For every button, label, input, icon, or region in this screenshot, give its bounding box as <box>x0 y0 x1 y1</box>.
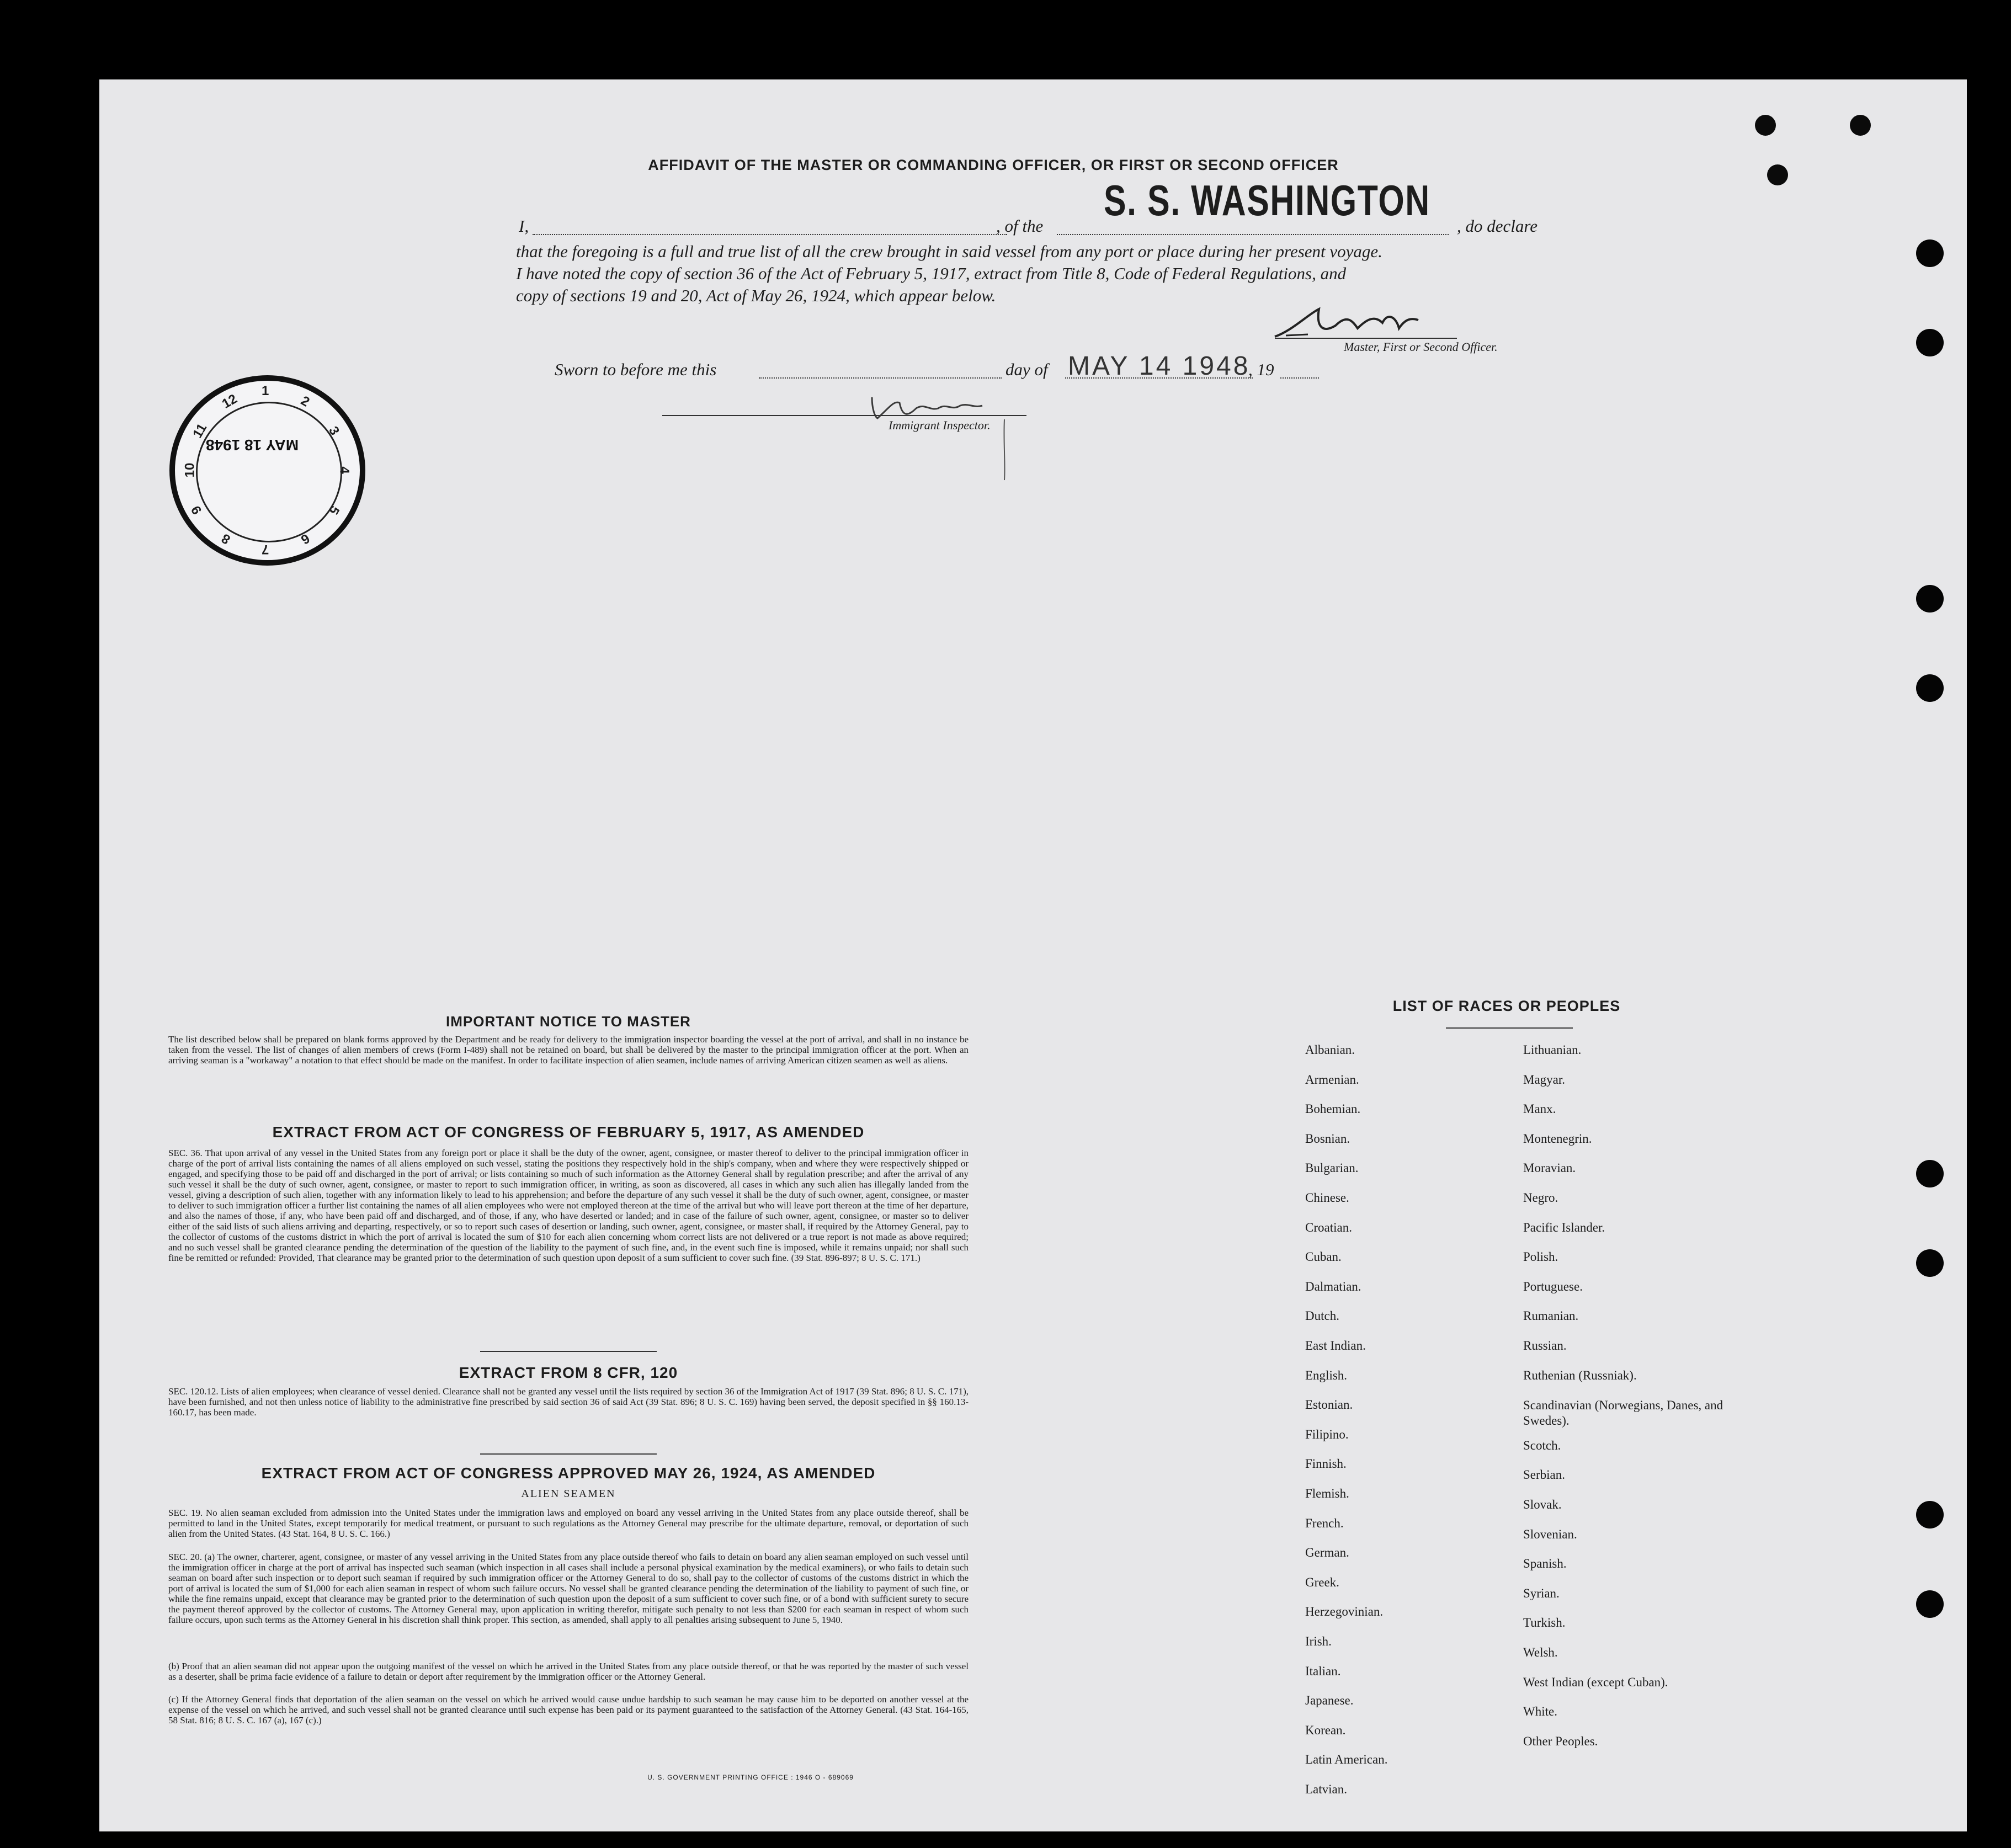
race-item: Dutch. <box>1305 1309 1339 1323</box>
inspector-caption: Immigrant Inspector. <box>889 418 991 432</box>
race-item: Russian. <box>1523 1339 1567 1352</box>
extract3-title: EXTRACT FROM ACT OF CONGRESS APPROVED MAY 26, 1924, AS AMENDED <box>261 1464 876 1482</box>
race-item: Slovak. <box>1523 1498 1562 1511</box>
inspector-signature-line <box>662 415 1026 416</box>
race-item: Lithuanian. <box>1523 1043 1582 1057</box>
divider-rule <box>480 1351 657 1352</box>
race-item: Herzegovinian. <box>1305 1605 1384 1619</box>
stamp-number: 7 <box>262 542 269 557</box>
stamp-number: 2 <box>297 393 312 410</box>
race-item: Estonian. <box>1305 1398 1353 1412</box>
stamp-number: 3 <box>325 423 342 438</box>
affidavit-line2: that the foregoing is a full and true list of all the crew brought in said vessel from any port or place during her present voyage. <box>516 242 1382 261</box>
stamp-number: 6 <box>297 530 312 547</box>
race-item: Serbian. <box>1523 1468 1566 1482</box>
extract1-title: EXTRACT FROM ACT OF CONGRESS OF FEBRUARY 5, 1917, AS AMENDED <box>272 1123 865 1141</box>
race-item: Japanese. <box>1305 1693 1354 1708</box>
name-blank-line <box>533 234 1007 235</box>
race-item: Latin American. <box>1305 1753 1388 1767</box>
race-item: Turkish. <box>1523 1616 1566 1630</box>
race-item: White. <box>1523 1705 1557 1719</box>
extract2-title: EXTRACT FROM 8 CFR, 120 <box>459 1364 678 1381</box>
race-item: West Indian (except Cuban). <box>1523 1675 1668 1689</box>
races-title-rule <box>1446 1027 1573 1029</box>
punch-hole <box>1916 1501 1944 1529</box>
extract3-sec20c: (c) If the Attorney General finds that deportation of the alien seaman on the vessel on which he arrived would cause undue hardship to such seaman he may cause him to be deported on another vessel at the expense of the vessel on which he arrived, and such vessel shall not be granted clearance until such expense has been paid or its payment guaranteed to the satisfaction of the Attorney General. (43 Stat. 164-165, 58 Stat. 816; 8 U. S. C. 167 (a), 167 (c).) <box>168 1694 969 1725</box>
race-item: Croatian. <box>1305 1220 1352 1234</box>
affidavit-of-the: , of the <box>996 216 1044 236</box>
race-item: Bohemian. <box>1305 1102 1361 1116</box>
immigration-stamp <box>169 375 365 566</box>
race-item: Negro. <box>1523 1191 1558 1205</box>
punch-hole <box>1916 674 1944 702</box>
punch-hole <box>1916 1160 1944 1187</box>
race-item: Other Peoples. <box>1523 1734 1598 1748</box>
race-item: Spanish. <box>1523 1557 1567 1571</box>
year-prefix-text: , 19 <box>1248 360 1274 379</box>
vessel-blank-line <box>1057 234 1449 235</box>
stamp-number: 5 <box>325 503 342 517</box>
year-line <box>1280 377 1319 379</box>
race-item: Bosnian. <box>1305 1131 1350 1146</box>
race-item: Syrian. <box>1523 1586 1560 1600</box>
notice-body: The list described below shall be prepared on blank forms approved by the Department and be ready for delivery to the immigration inspector boarding the vessel at the port of arrival, and shall in no instance be taken from the vessel. The list of changes of alien members of crews (Form I-489) shall not be retained on board, but shall be delivered by the master to the principal immigration officer at the port. When an arriving seaman is a "workaway" a notation to that effect should be made on the manifest. In order to facilitate inspection of alien seamen, include names of arriving American citizen seamen as well as aliens. <box>168 1034 969 1066</box>
extract3-sec20a: SEC. 20. (a) The owner, charterer, agent, consignee, or master of any vessel arriving in the United States from any place outside thereof who fails to detain on board any alien seaman employed on such vessel until the immigration officer in charge at the port of arrival has inspected such seaman (which inspection in all cases shall include a personal physical examination by the medical examiners), or who fails to detain such seaman on board after such inspection or to deport such seaman if required by such immigration officer or the Attorney General to do so, shall pay to the collector of customs of the customs district in which the port of arrival is located the sum of $1,000 for each alien seaman in respect of whom such failure occurs. No vessel shall be granted clearance pending the determination of the liability to payment of such fine, or while the fine remains unpaid, except that clearance may be granted prior to the determination of such question upon the deposit of a sum sufficient to cover such fine, or of a bond with sufficient surety to secure the payment thereof approved by the collector of customs. The Attorney General may, upon application in writing therefor, mitigate such penalty to not less than $200 for each seaman in respect of whom such failure occurs, upon such terms as the Attorney General in his discretion shall think proper. This section, as amended, shall apply to all penalties arising subsequent to June 5, 1940. <box>168 1552 969 1625</box>
race-item: Korean. <box>1305 1723 1346 1737</box>
sworn-day-line <box>759 377 1002 379</box>
stamp-number: 10 <box>182 462 198 478</box>
race-item: Portuguese. <box>1523 1279 1583 1293</box>
affidavit-title: AFFIDAVIT OF THE MASTER OR COMMANDING OFFICER, OR FIRST OR SECOND OFFICER <box>648 157 1339 173</box>
race-item: English. <box>1305 1368 1348 1382</box>
race-item: Welsh. <box>1523 1645 1558 1659</box>
stamp-number: 4 <box>337 466 352 474</box>
affidavit-do-declare: , do declare <box>1457 216 1538 236</box>
race-item: Montenegrin. <box>1523 1131 1592 1146</box>
ink-dot <box>1755 115 1776 136</box>
extract3-sec19: SEC. 19. No alien seaman excluded from admission into the United States under the immigration laws and employed on board any vessel arriving in the United States from any place outside thereof, shall be permitted to land in the United States, except temporarily for medical treatment, or pursuant to such regulations as the Attorney General may prescribe for the ultimate departure, removal, or deportation of such alien from the United States. (43 Stat. 164, 8 U. S. C. 166.) <box>168 1508 969 1539</box>
race-item: Flemish. <box>1305 1487 1349 1500</box>
race-item: French. <box>1305 1516 1344 1530</box>
stamp-number: 1 <box>262 384 269 398</box>
race-item: Chinese. <box>1305 1191 1349 1205</box>
stamp-date: MAY 18 1948 <box>205 436 299 454</box>
stamp-number: 9 <box>188 503 205 517</box>
gpo-imprint: U. S. GOVERNMENT PRINTING OFFICE : 1946 O - 689069 <box>647 1774 854 1781</box>
punch-hole <box>1916 1590 1944 1618</box>
race-item: Polish. <box>1523 1250 1558 1264</box>
race-item: Irish. <box>1305 1634 1332 1648</box>
punch-hole <box>1916 585 1944 613</box>
master-signature-line <box>1275 338 1457 339</box>
race-item: Scotch. <box>1523 1438 1561 1452</box>
race-item: Filipino. <box>1305 1427 1349 1441</box>
sworn-before-text: Sworn to before me this <box>555 360 717 379</box>
day-of-text: day of <box>1006 360 1048 379</box>
race-item: Rumanian. <box>1523 1309 1579 1323</box>
stamp-inner-ring <box>196 402 342 542</box>
extract1-body: SEC. 36. That upon arrival of any vessel in the United States from any foreign port or place it shall be the duty of the owner, agent, consignee, or master thereof to deliver to the principal immigration officer in charge of the port of arrival lists containing the names of all aliens employed on such vessel, stating the positions they respectively hold in the ship's company, when and where they were respectively shipped or engaged, and specifying those to be paid off and discharged in the port of arrival; or lists containing so much of such information as the Attorney General shall by regulation prescribe; and after the arrival of any such vessel it shall be the duty of such owner, agent, consignee, or master to report to such immigration officer, in writing, as soon as discovered, all cases in which any such alien has illegally landed from the vessel, giving a description of such alien, together with any information likely to lead to his apprehension; and before the departure of any such vessel it shall be the duty of such owner, agent, consignee, or master to deliver to such immigration officer a further list containing the names of all alien employees who were not employed thereon at the time of the arrival but who will leave port thereon at the time of her departure, and also the names of those, if any, who have been paid off and discharged, and of those, if any, who have deserted or landed; and in case of the failure of such owner, agent, consignee, or master so to deliver either of the said lists of such aliens arriving and departing, respectively, or so to report such cases of desertion or landing, such owner, agent, consignee, or master shall, if required by the Attorney General, pay to the collector of customs of the customs district in which the port of arrival is located the sum of $10 for each alien concerning whom correct lists are not delivered or a true report is not made as above required; and no such vessel shall be granted clearance pending the determination of the question of the liability to the payment of such fine, and, in the event such fine is imposed, while it remains unpaid; nor shall such fine be remitted or refunded: Provided, That clearance may be granted prior to the determination of such question upon deposit of a sum sufficient to cover such fine. (39 Stat. 896-897; 8 U. S. C. 171.) <box>168 1148 969 1263</box>
notice-title: IMPORTANT NOTICE TO MASTER <box>446 1013 691 1030</box>
race-item: Cuban. <box>1305 1250 1342 1264</box>
extract3-subtitle: ALIEN SEAMEN <box>521 1488 616 1500</box>
ink-dot <box>1767 164 1788 185</box>
vessel-name: S. S. WASHINGTON <box>1104 176 1430 225</box>
extract2-body: SEC. 120.12. Lists of alien employees; when clearance of vessel denied. Clearance shall not be granted any vessel until the lists required by section 36 of the Immigration Act of 1917 (39 Stat. 896; 8 U. S. C. 171), have been furnished, and not then unless notice of liability to the administrative fine prescribed by said section 36 of said Act (39 Stat. 896; 8 U. S. C. 169) having been served, the deposit specified in §§ 160.13-160.17, has been made. <box>168 1386 969 1418</box>
race-item: Finnish. <box>1305 1457 1347 1471</box>
races-title: LIST OF RACES OR PEOPLES <box>1392 998 1621 1014</box>
race-item: Magyar. <box>1523 1072 1566 1087</box>
race-item: Dalmatian. <box>1305 1279 1361 1293</box>
punch-hole <box>1916 1249 1944 1277</box>
race-item: Pacific Islander. <box>1523 1220 1605 1234</box>
stamp-number: 8 <box>219 530 233 547</box>
ink-dot <box>1850 115 1871 136</box>
affidavit-i: I, <box>519 216 529 236</box>
affidavit-line4: copy of sections 19 and 20, Act of May 26, 1924, which appear below. <box>516 286 996 305</box>
extract3-sec20b: (b) Proof that an alien seaman did not appear upon the outgoing manifest of the vessel on which he arrived in the United States from any place outside thereof, or that he was reported by the master of such vessel as a deserter, shall be prima facie evidence of a failure to detain or deport after requirement by the immigration officer or the Attorney General. <box>168 1661 969 1682</box>
race-item: Armenian. <box>1305 1072 1359 1087</box>
punch-hole <box>1916 239 1944 267</box>
race-item: Greek. <box>1305 1575 1339 1589</box>
sworn-date-stamp: MAY 14 1948 <box>1068 352 1251 381</box>
stamp-number: 11 <box>190 420 210 440</box>
race-item: Latvian. <box>1305 1782 1347 1796</box>
inspector-signature <box>861 386 1049 486</box>
race-item: Ruthenian (Russniak). <box>1523 1368 1637 1382</box>
stamp-number: 12 <box>219 391 240 412</box>
race-item: Scandinavian (Norwegians, Danes, and Swedes). <box>1523 1398 1723 1428</box>
affidavit-line3: I have noted the copy of section 36 of the Act of February 5, 1917, extract from Title 8, Code of Federal Regulations, and <box>516 264 1347 283</box>
race-item: Italian. <box>1305 1664 1341 1678</box>
race-item: German. <box>1305 1546 1349 1560</box>
race-item: Moravian. <box>1523 1161 1576 1175</box>
race-item: Manx. <box>1523 1102 1556 1116</box>
master-caption: Master, First or Second Officer. <box>1344 340 1498 354</box>
divider-rule <box>480 1453 657 1455</box>
race-item: East Indian. <box>1305 1339 1366 1352</box>
race-item: Bulgarian. <box>1305 1161 1359 1175</box>
race-item: Slovenian. <box>1523 1527 1577 1541</box>
punch-hole <box>1916 329 1944 356</box>
race-item: Albanian. <box>1305 1043 1355 1057</box>
